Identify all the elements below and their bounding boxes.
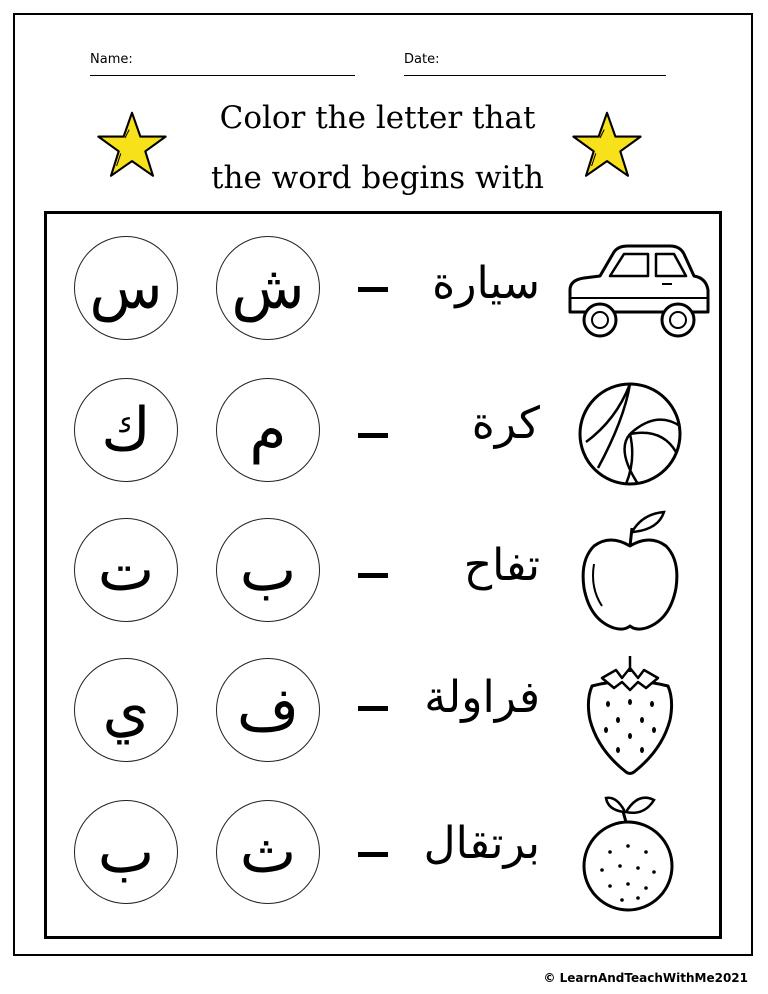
dash bbox=[358, 287, 388, 292]
copyright-notice: © LearnAndTeachWithMe2021 bbox=[543, 971, 748, 985]
letter-option-circle[interactable]: ب bbox=[74, 800, 178, 904]
name-field[interactable] bbox=[90, 52, 133, 67]
worksheet-row bbox=[0, 218, 768, 358]
letter-option-circle[interactable]: ب bbox=[216, 518, 320, 622]
arabic-word: تفاح bbox=[463, 540, 540, 591]
name-label: Name: bbox=[90, 52, 133, 67]
orange-icon bbox=[580, 790, 680, 918]
letter-option-circle[interactable]: س bbox=[74, 236, 178, 340]
arabic-word: سيارة bbox=[432, 258, 540, 309]
title-line-1: Color the letter that bbox=[219, 100, 536, 136]
car-icon bbox=[562, 240, 712, 340]
letter-option-circle[interactable]: ك bbox=[74, 378, 178, 482]
worksheet-row bbox=[0, 358, 768, 498]
title-line-2: the word begins with bbox=[211, 160, 544, 196]
date-field[interactable] bbox=[404, 52, 439, 67]
page-title bbox=[150, 88, 605, 208]
date-label: Date: bbox=[404, 52, 440, 67]
dash bbox=[358, 852, 388, 857]
worksheet-row bbox=[0, 782, 768, 922]
volleyball-icon bbox=[576, 380, 684, 488]
dash bbox=[358, 706, 388, 711]
arabic-word: فراولة bbox=[424, 672, 540, 723]
date-line bbox=[404, 75, 666, 76]
letter-option-circle[interactable]: م bbox=[216, 378, 320, 482]
worksheet-row bbox=[0, 500, 768, 640]
letter-option-circle[interactable]: ت bbox=[74, 518, 178, 622]
worksheet-row bbox=[0, 640, 768, 780]
apple-icon bbox=[580, 508, 680, 634]
letter-option-circle[interactable]: ث bbox=[216, 800, 320, 904]
arabic-word: برتقال bbox=[423, 818, 540, 869]
dash bbox=[358, 433, 388, 438]
name-line bbox=[90, 75, 355, 76]
arabic-word: كرة bbox=[471, 398, 540, 449]
letter-option-circle[interactable]: ش bbox=[216, 236, 320, 340]
dash bbox=[358, 573, 388, 578]
letter-option-circle[interactable]: ف bbox=[216, 658, 320, 762]
strawberry-icon bbox=[582, 650, 678, 778]
letter-option-circle[interactable]: ي bbox=[74, 658, 178, 762]
